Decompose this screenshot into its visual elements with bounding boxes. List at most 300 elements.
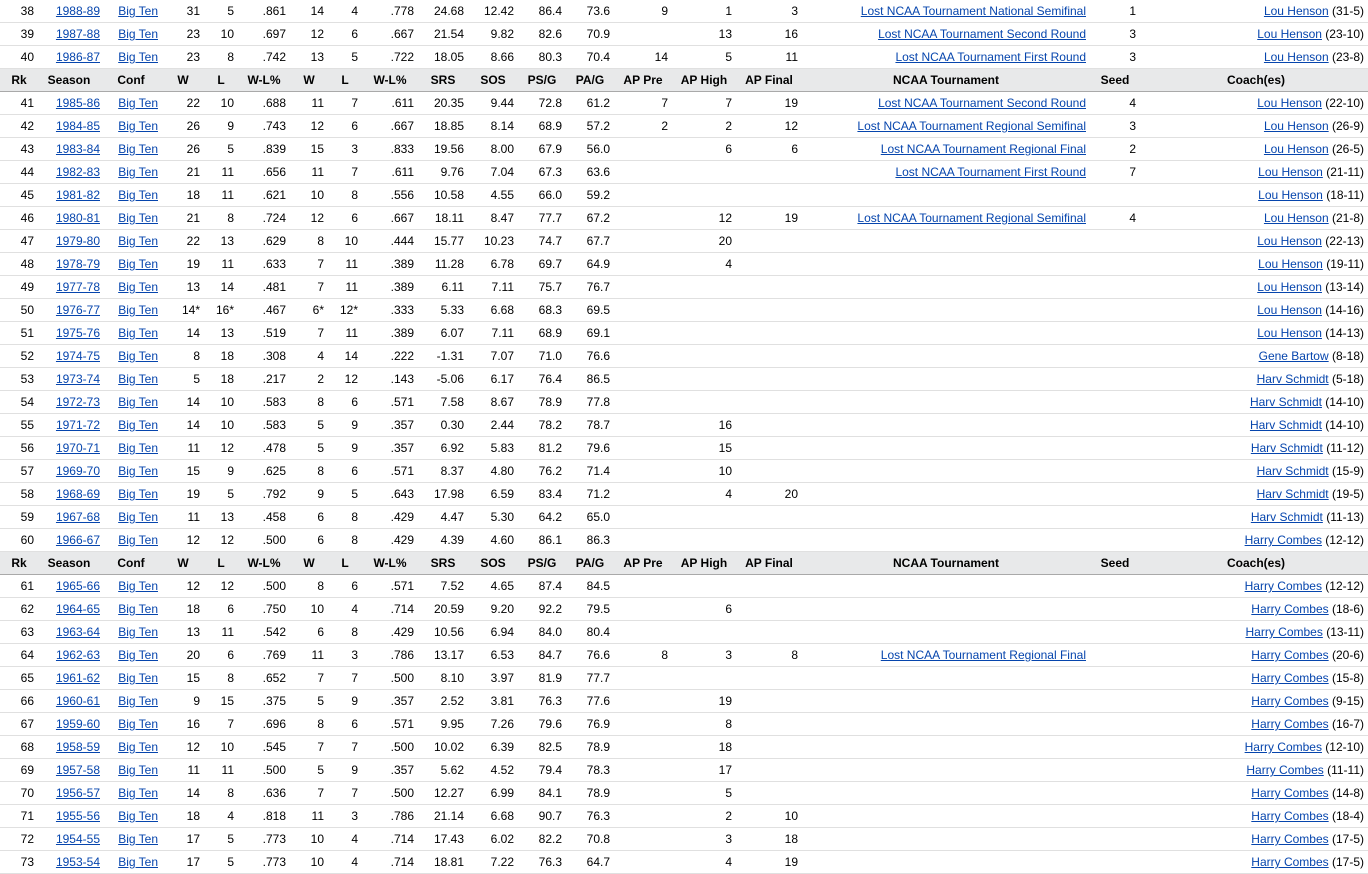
ap-high-cell: 4: [672, 851, 736, 874]
win-loss-pct-cell: .458: [238, 506, 290, 529]
season-cell: [38, 0, 104, 23]
win-loss-pct-cell: .750: [238, 598, 290, 621]
season-link[interactable]: 1981-82: [55, 188, 100, 202]
ap-preseason-cell: [614, 138, 672, 161]
season-link[interactable]: 1953-54: [55, 855, 100, 869]
conference-link[interactable]: Big Ten: [118, 303, 158, 317]
sos-cell: 6.39: [468, 736, 518, 759]
conference-link[interactable]: Big Ten: [118, 211, 158, 225]
column-header-wlp[interactable]: W-L%: [238, 552, 290, 575]
points-against-per-game-cell: 67.7: [566, 230, 614, 253]
points-against-per-game-cell: 78.7: [566, 414, 614, 437]
points-against-per-game-cell: 80.4: [566, 621, 614, 644]
ap-preseason-cell: [614, 598, 672, 621]
season-cell: [38, 828, 104, 851]
win-loss-pct-cell: .629: [238, 230, 290, 253]
coach-suffix: (31-5): [1328, 4, 1364, 18]
season-link[interactable]: 1974-75: [55, 349, 100, 363]
conf-losses-cell: 8: [328, 506, 362, 529]
conference-link[interactable]: Big Ten: [118, 50, 158, 64]
rank-cell: 51: [0, 322, 38, 345]
column-header-psg[interactable]: PS/G: [518, 552, 566, 575]
column-header-appre[interactable]: AP Pre: [614, 552, 672, 575]
srs-cell: 18.05: [418, 46, 468, 69]
losses-cell: 10: [204, 414, 238, 437]
coach-link[interactable]: Lou Henson: [1263, 211, 1329, 225]
ncaa-tournament-link[interactable]: Lost NCAA Tournament First Round: [895, 165, 1086, 179]
conference-link[interactable]: Big Ten: [118, 165, 158, 179]
ap-high-cell: 6: [672, 138, 736, 161]
season-link[interactable]: 1972-73: [55, 395, 100, 409]
points-per-game-cell: 76.2: [518, 460, 566, 483]
ap-preseason-cell: [614, 299, 672, 322]
season-link[interactable]: 1962-63: [55, 648, 100, 662]
seed-cell: [1090, 414, 1140, 437]
conf-win-loss-pct-cell: .357: [362, 759, 418, 782]
conference-link[interactable]: Big Ten: [118, 96, 158, 110]
conf-win-loss-pct-cell: .556: [362, 184, 418, 207]
season-cell: [38, 230, 104, 253]
points-against-per-game-cell: 77.7: [566, 667, 614, 690]
ap-preseason-cell: [614, 184, 672, 207]
table-header-row: [0, 552, 1368, 575]
column-header-wlp[interactable]: W-L%: [238, 69, 290, 92]
conference-link[interactable]: Big Ten: [118, 694, 158, 708]
conf-win-loss-pct-cell: .833: [362, 138, 418, 161]
season-link[interactable]: 1964-65: [55, 602, 100, 616]
column-header-seed[interactable]: Seed: [1090, 69, 1140, 92]
ap-final-cell: 18: [736, 828, 802, 851]
conference-link[interactable]: Big Ten: [118, 418, 158, 432]
season-link[interactable]: 1982-83: [55, 165, 100, 179]
season-link[interactable]: 1979-80: [55, 234, 100, 248]
coach-suffix: (13-11): [1322, 625, 1364, 639]
sos-cell: 8.47: [468, 207, 518, 230]
wins-cell: 17: [162, 851, 204, 874]
rank-cell: 54: [0, 391, 38, 414]
column-header-cwlp[interactable]: W-L%: [362, 69, 418, 92]
column-header-srs[interactable]: SRS: [418, 69, 468, 92]
conference-cell: [104, 207, 162, 230]
season-cell: [38, 115, 104, 138]
column-header-aphigh[interactable]: AP High: [672, 69, 736, 92]
season-link[interactable]: 1960-61: [55, 694, 100, 708]
column-header-pag[interactable]: PA/G: [566, 69, 614, 92]
points-against-per-game-cell: 65.0: [566, 506, 614, 529]
column-header-pag[interactable]: PA/G: [566, 552, 614, 575]
points-per-game-cell: 79.6: [518, 713, 566, 736]
column-header-w[interactable]: W: [162, 552, 204, 575]
points-per-game-cell: 80.3: [518, 46, 566, 69]
column-header-coach[interactable]: Coach(es): [1140, 69, 1368, 92]
ap-final-cell: [736, 736, 802, 759]
ncaa-tournament-cell: [802, 345, 1090, 368]
conference-cell: [104, 690, 162, 713]
points-against-per-game-cell: 79.5: [566, 598, 614, 621]
seed-cell: [1090, 851, 1140, 874]
season-link[interactable]: 1978-79: [55, 257, 100, 271]
rank-cell: 56: [0, 437, 38, 460]
ncaa-tournament-link[interactable]: Lost NCAA Tournament Regional Final: [880, 142, 1086, 156]
column-header-w[interactable]: W: [162, 69, 204, 92]
season-link[interactable]: 1975-76: [55, 326, 100, 340]
column-header-cw[interactable]: W: [290, 552, 328, 575]
win-loss-pct-cell: .481: [238, 276, 290, 299]
coach-link[interactable]: Harry Combes: [1251, 809, 1329, 823]
conference-link[interactable]: Big Ten: [118, 188, 158, 202]
ap-final-cell: 8: [736, 644, 802, 667]
points-against-per-game-cell: 71.2: [566, 483, 614, 506]
table-row: [0, 690, 1368, 713]
coach-link[interactable]: Lou Henson: [1257, 326, 1322, 340]
coach-link[interactable]: Harry Combes: [1251, 832, 1329, 846]
season-link[interactable]: 1956-57: [55, 786, 100, 800]
season-link[interactable]: 1977-78: [55, 280, 100, 294]
season-cell: [38, 138, 104, 161]
season-link[interactable]: 1971-72: [55, 418, 100, 432]
season-link[interactable]: 1970-71: [55, 441, 100, 455]
sos-cell: 6.53: [468, 644, 518, 667]
losses-cell: 9: [204, 460, 238, 483]
coach-link[interactable]: Harry Combes: [1251, 694, 1329, 708]
season-link[interactable]: 1976-77: [55, 303, 100, 317]
coach-link[interactable]: Harv Schmidt: [1250, 510, 1323, 524]
column-header-rk[interactable]: Rk: [0, 552, 38, 575]
coach-link[interactable]: Harry Combes: [1246, 763, 1324, 777]
conf-losses-cell: 12: [328, 368, 362, 391]
column-header-psg[interactable]: PS/G: [518, 69, 566, 92]
conference-link[interactable]: Big Ten: [118, 717, 158, 731]
wins-cell: 14: [162, 391, 204, 414]
coach-suffix: (17-5): [1328, 855, 1364, 869]
ncaa-tournament-cell: [802, 92, 1090, 115]
coach-link[interactable]: Harry Combes: [1251, 786, 1329, 800]
conf-wins-cell: 14: [290, 0, 328, 23]
season-link[interactable]: 1987-88: [55, 27, 100, 41]
conf-losses-cell: 6: [328, 391, 362, 414]
season-link[interactable]: 1965-66: [55, 579, 100, 593]
coach-link[interactable]: Lou Henson: [1257, 27, 1322, 41]
table-row: [0, 598, 1368, 621]
ncaa-tournament-link[interactable]: Lost NCAA Tournament Second Round: [878, 27, 1086, 41]
coach-link[interactable]: Harv Schmidt: [1249, 418, 1322, 432]
conference-link[interactable]: Big Ten: [118, 27, 158, 41]
column-header-sos[interactable]: SOS: [468, 552, 518, 575]
conference-link[interactable]: Big Ten: [118, 832, 158, 846]
column-header-conf[interactable]: Conf: [104, 69, 162, 92]
season-link[interactable]: 1961-62: [55, 671, 100, 685]
points-per-game-cell: 66.0: [518, 184, 566, 207]
column-header-l[interactable]: L: [204, 552, 238, 575]
column-header-cwlp[interactable]: W-L%: [362, 552, 418, 575]
coach-link[interactable]: Harry Combes: [1251, 602, 1329, 616]
srs-cell: 17.43: [418, 828, 468, 851]
ap-preseason-cell: [614, 782, 672, 805]
table-row: [0, 368, 1368, 391]
column-header-srs[interactable]: SRS: [418, 552, 468, 575]
ap-preseason-cell: [614, 437, 672, 460]
season-cell: [38, 529, 104, 552]
conf-losses-cell: 9: [328, 414, 362, 437]
column-header-cl[interactable]: L: [328, 69, 362, 92]
coach-link[interactable]: Lou Henson: [1257, 280, 1322, 294]
srs-cell: 8.37: [418, 460, 468, 483]
column-header-appre[interactable]: AP Pre: [614, 69, 672, 92]
coach-link[interactable]: Harry Combes: [1251, 648, 1329, 662]
ap-final-cell: [736, 184, 802, 207]
losses-cell: 16*: [204, 299, 238, 322]
coach-link[interactable]: Harry Combes: [1244, 740, 1322, 754]
conf-wins-cell: 10: [290, 184, 328, 207]
points-per-game-cell: 77.7: [518, 207, 566, 230]
column-header-l[interactable]: L: [204, 69, 238, 92]
season-link[interactable]: 1983-84: [55, 142, 100, 156]
season-cell: [38, 161, 104, 184]
ap-high-cell: [672, 621, 736, 644]
coach-link[interactable]: Lou Henson: [1263, 119, 1329, 133]
coach-link[interactable]: Lou Henson: [1263, 4, 1329, 18]
coach-link[interactable]: Harry Combes: [1245, 625, 1323, 639]
coach-suffix: (12-10): [1321, 740, 1364, 754]
conference-link[interactable]: Big Ten: [118, 855, 158, 869]
ncaa-tournament-link[interactable]: Lost NCAA Tournament National Semifinal: [860, 4, 1086, 18]
coach-link[interactable]: Lou Henson: [1257, 96, 1322, 110]
seed-cell: [1090, 368, 1140, 391]
conference-link[interactable]: Big Ten: [118, 602, 158, 616]
coach-cell: [1140, 276, 1368, 299]
conf-losses-cell: 14: [328, 345, 362, 368]
coach-link[interactable]: Harv Schmidt: [1256, 464, 1329, 478]
win-loss-pct-cell: .636: [238, 782, 290, 805]
coach-link[interactable]: Harv Schmidt: [1256, 487, 1329, 501]
conference-link[interactable]: Big Ten: [118, 625, 158, 639]
season-link[interactable]: 1984-85: [55, 119, 100, 133]
column-header-apfinal[interactable]: AP Final: [736, 69, 802, 92]
ncaa-tournament-link[interactable]: Lost NCAA Tournament Regional Semifinal: [857, 211, 1086, 225]
season-cell: [38, 851, 104, 874]
points-per-game-cell: 71.0: [518, 345, 566, 368]
conference-link[interactable]: Big Ten: [118, 786, 158, 800]
conference-link[interactable]: Big Ten: [118, 671, 158, 685]
wins-cell: 15: [162, 460, 204, 483]
season-link[interactable]: 1957-58: [55, 763, 100, 777]
losses-cell: 11: [204, 759, 238, 782]
coach-link[interactable]: Harv Schmidt: [1256, 372, 1329, 386]
coach-link[interactable]: Lou Henson: [1258, 257, 1323, 271]
season-link[interactable]: 1967-68: [55, 510, 100, 524]
coach-link[interactable]: Lou Henson: [1257, 303, 1322, 317]
season-link[interactable]: 1986-87: [55, 50, 100, 64]
losses-cell: 11: [204, 253, 238, 276]
column-header-cw[interactable]: W: [290, 69, 328, 92]
conf-win-loss-pct-cell: .389: [362, 276, 418, 299]
season-link[interactable]: 1988-89: [55, 4, 100, 18]
conference-link[interactable]: Big Ten: [118, 464, 158, 478]
conference-link[interactable]: Big Ten: [118, 142, 158, 156]
srs-cell: 0.30: [418, 414, 468, 437]
conference-link[interactable]: Big Ten: [118, 487, 158, 501]
ncaa-tournament-link[interactable]: Lost NCAA Tournament Regional Final: [880, 648, 1086, 662]
season-cell: [38, 368, 104, 391]
conference-link[interactable]: Big Ten: [118, 280, 158, 294]
ncaa-tournament-link[interactable]: Lost NCAA Tournament Second Round: [878, 96, 1086, 110]
win-loss-pct-cell: .688: [238, 92, 290, 115]
win-loss-pct-cell: .583: [238, 414, 290, 437]
conference-cell: [104, 483, 162, 506]
season-link[interactable]: 1954-55: [55, 832, 100, 846]
coach-link[interactable]: Lou Henson: [1257, 234, 1322, 248]
coach-link[interactable]: Lou Henson: [1263, 142, 1329, 156]
season-cell: [38, 299, 104, 322]
conference-link[interactable]: Big Ten: [118, 326, 158, 340]
column-header-ncaa[interactable]: NCAA Tournament: [802, 69, 1090, 92]
coach-link[interactable]: Harry Combes: [1251, 717, 1329, 731]
conf-wins-cell: 7: [290, 322, 328, 345]
conference-link[interactable]: Big Ten: [118, 234, 158, 248]
coach-suffix: (26-9): [1328, 119, 1364, 133]
conference-link[interactable]: Big Ten: [118, 763, 158, 777]
sos-cell: 8.66: [468, 46, 518, 69]
coach-cell: [1140, 713, 1368, 736]
win-loss-pct-cell: .724: [238, 207, 290, 230]
sos-cell: 6.78: [468, 253, 518, 276]
season-link[interactable]: 1963-64: [55, 625, 100, 639]
season-link[interactable]: 1969-70: [55, 464, 100, 478]
ncaa-tournament-cell: [802, 759, 1090, 782]
ap-preseason-cell: [614, 276, 672, 299]
season-link[interactable]: 1959-60: [55, 717, 100, 731]
coach-link[interactable]: Lou Henson: [1258, 188, 1323, 202]
sos-cell: 6.59: [468, 483, 518, 506]
season-link[interactable]: 1985-86: [55, 96, 100, 110]
coach-link[interactable]: Harry Combes: [1251, 855, 1329, 869]
season-link[interactable]: 1968-69: [55, 487, 100, 501]
points-per-game-cell: 78.9: [518, 391, 566, 414]
conference-link[interactable]: Big Ten: [118, 4, 158, 18]
conference-link[interactable]: Big Ten: [118, 648, 158, 662]
ncaa-tournament-link[interactable]: Lost NCAA Tournament First Round: [895, 50, 1086, 64]
column-header-rk[interactable]: Rk: [0, 69, 38, 92]
coach-link[interactable]: Harry Combes: [1244, 579, 1322, 593]
conference-link[interactable]: Big Ten: [118, 510, 158, 524]
season-link[interactable]: 1980-81: [55, 211, 100, 225]
win-loss-pct-cell: .467: [238, 299, 290, 322]
conf-wins-cell: 9: [290, 483, 328, 506]
conference-link[interactable]: Big Ten: [118, 395, 158, 409]
ncaa-tournament-cell: [802, 690, 1090, 713]
coach-link[interactable]: Gene Bartow: [1258, 349, 1329, 363]
seed-cell: [1090, 621, 1140, 644]
losses-cell: 8: [204, 46, 238, 69]
season-link[interactable]: 1958-59: [55, 740, 100, 754]
coach-link[interactable]: Harv Schmidt: [1249, 395, 1322, 409]
column-header-coach[interactable]: Coach(es): [1140, 552, 1368, 575]
coach-cell: [1140, 46, 1368, 69]
ap-high-cell: 4: [672, 483, 736, 506]
points-against-per-game-cell: 76.3: [566, 805, 614, 828]
conf-wins-cell: 15: [290, 138, 328, 161]
conference-link[interactable]: Big Ten: [118, 740, 158, 754]
conference-link[interactable]: Big Ten: [118, 533, 158, 547]
srs-cell: 18.11: [418, 207, 468, 230]
ap-preseason-cell: [614, 161, 672, 184]
rank-cell: 71: [0, 805, 38, 828]
win-loss-pct-cell: .792: [238, 483, 290, 506]
ap-final-cell: 6: [736, 138, 802, 161]
conference-link[interactable]: Big Ten: [118, 119, 158, 133]
conf-wins-cell: 2: [290, 368, 328, 391]
ap-final-cell: [736, 621, 802, 644]
conference-cell: [104, 736, 162, 759]
conference-link[interactable]: Big Ten: [118, 372, 158, 386]
ap-preseason-cell: [614, 575, 672, 598]
table-row: [0, 23, 1368, 46]
coach-link[interactable]: Harry Combes: [1244, 533, 1322, 547]
table-row: [0, 207, 1368, 230]
sos-cell: 7.04: [468, 161, 518, 184]
column-header-season[interactable]: Season: [38, 69, 104, 92]
conference-link[interactable]: Big Ten: [118, 579, 158, 593]
ap-high-cell: [672, 667, 736, 690]
coach-cell: [1140, 690, 1368, 713]
conference-link[interactable]: Big Ten: [118, 809, 158, 823]
conference-link[interactable]: Big Ten: [118, 441, 158, 455]
srs-cell: 9.95: [418, 713, 468, 736]
column-header-aphigh[interactable]: AP High: [672, 552, 736, 575]
column-header-cl[interactable]: L: [328, 552, 362, 575]
conference-link[interactable]: Big Ten: [118, 257, 158, 271]
losses-cell: 15: [204, 690, 238, 713]
rank-cell: 72: [0, 828, 38, 851]
coach-suffix: (12-12): [1321, 533, 1364, 547]
points-per-game-cell: 76.3: [518, 690, 566, 713]
column-header-ncaa[interactable]: NCAA Tournament: [802, 552, 1090, 575]
coach-link[interactable]: Harry Combes: [1251, 671, 1329, 685]
win-loss-pct-cell: .500: [238, 575, 290, 598]
seed-cell: 3: [1090, 46, 1140, 69]
season-cell: [38, 322, 104, 345]
coach-link[interactable]: Lou Henson: [1258, 165, 1323, 179]
column-header-seed[interactable]: Seed: [1090, 552, 1140, 575]
season-cell: [38, 575, 104, 598]
column-header-apfinal[interactable]: AP Final: [736, 552, 802, 575]
ap-preseason-cell: [614, 368, 672, 391]
ncaa-tournament-link[interactable]: Lost NCAA Tournament Regional Semifinal: [857, 119, 1086, 133]
seed-cell: [1090, 529, 1140, 552]
season-cell: [38, 506, 104, 529]
losses-cell: 12: [204, 575, 238, 598]
coach-link[interactable]: Harv Schmidt: [1250, 441, 1323, 455]
season-link[interactable]: 1973-74: [55, 372, 100, 386]
ap-preseason-cell: [614, 414, 672, 437]
column-header-conf[interactable]: Conf: [104, 552, 162, 575]
season-link[interactable]: 1966-67: [55, 533, 100, 547]
rank-cell: 66: [0, 690, 38, 713]
points-against-per-game-cell: 77.8: [566, 391, 614, 414]
season-link[interactable]: 1955-56: [55, 809, 100, 823]
ap-high-cell: [672, 575, 736, 598]
conference-link[interactable]: Big Ten: [118, 349, 158, 363]
ap-high-cell: 16: [672, 414, 736, 437]
srs-cell: 5.62: [418, 759, 468, 782]
coach-link[interactable]: Lou Henson: [1263, 50, 1329, 64]
column-header-season[interactable]: Season: [38, 552, 104, 575]
srs-cell: 17.98: [418, 483, 468, 506]
ncaa-tournament-cell: [802, 184, 1090, 207]
column-header-sos[interactable]: SOS: [468, 69, 518, 92]
conf-wins-cell: 12: [290, 23, 328, 46]
conf-losses-cell: 4: [328, 851, 362, 874]
